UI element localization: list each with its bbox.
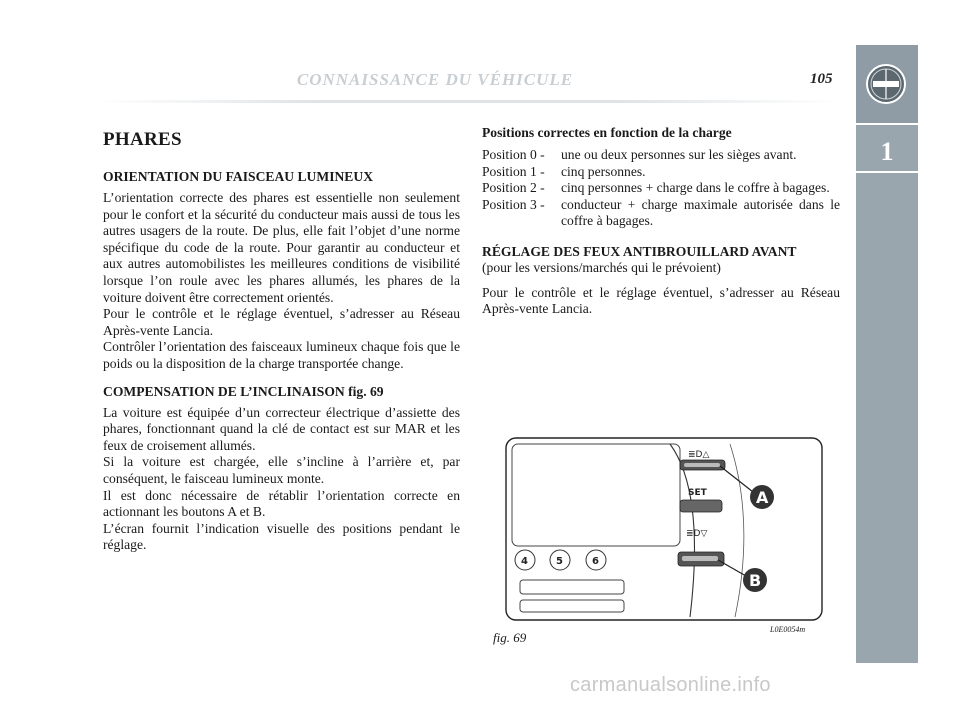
positions-list	[482, 147, 840, 230]
watermark: carmanualsonline.info	[570, 674, 771, 696]
paragraph: L’écran fournit l’indication visuelle des positions pendant le réglage.	[103, 520, 460, 553]
button-4-label: 4	[521, 556, 528, 567]
position-text: une ou deux personnes sur les sièges avant.	[561, 147, 797, 162]
paragraph: Contrôler l’orientation des faisceaux lumineux chaque fois que le poids ou la disposition de la charge transportée change.	[103, 339, 460, 371]
button-5-label: 5	[556, 556, 563, 567]
position-text: cinq personnes.	[561, 163, 646, 179]
list-item	[482, 197, 840, 230]
figure-code: L0E0054m	[770, 625, 806, 634]
headlight-up-icon	[688, 450, 709, 460]
set-label: SET	[688, 488, 707, 498]
list-item	[482, 147, 840, 164]
svg-text:≣D△: ≣D△	[688, 450, 710, 460]
position-label: Position 2 -	[482, 180, 545, 196]
paragraph: L’orientation correcte des phares est essentielle non seulement pour le confort et la sécurité du conducteur mais aussi de tous les autres usagers de la route. De plus, elle fait l’objet d’une norme spécifique du code de la route. Pour garantir au conducteur et aux autres automobilistes les meilleures conditions de visibilité lorsque l’on roule avec les phares allumés, les phares de la voiture doivent être correctement orientés.	[103, 190, 460, 305]
paragraph: Si la voiture est chargée, elle s’incline à l’arrière et, par conséquent, le faisceau lumineux monte.	[103, 454, 460, 486]
paragraph: Pour le contrôle et le réglage éventuel, s’adresser au Réseau Après-vente Lancia.	[103, 306, 460, 338]
positions-heading: Positions correctes en fonction de la charge	[482, 125, 732, 140]
right-column	[482, 125, 840, 318]
svg-text:≣D▽: ≣D▽	[686, 529, 708, 539]
paragraph: Il est donc nécessaire de rétablir l’orientation correcte en actionnant les boutons A et B.	[103, 487, 460, 520]
side-tab-divider	[856, 171, 918, 173]
section-title: PHARES	[103, 129, 182, 150]
figure-caption: fig. 69	[493, 630, 527, 645]
chapter-number: 1	[880, 137, 894, 166]
position-text: conducteur + charge maximale autorisée dans le coffre à bagages.	[561, 196, 840, 229]
fog-lights-heading: RÉGLAGE DES FEUX ANTIBROUILLARD AVANT	[482, 243, 797, 259]
section-heading-compensation: COMPENSATION DE L’INCLINAISON fig. 69	[103, 383, 384, 399]
list-item	[482, 180, 840, 197]
figure-69-illustration	[490, 432, 838, 638]
callout-a: A	[756, 488, 769, 507]
position-label: Position 3 -	[482, 196, 545, 212]
left-column	[103, 125, 460, 554]
header-rule	[95, 100, 840, 103]
fog-lights-subheading: (pour les versions/marchés qui le prévoient)	[482, 259, 721, 275]
position-label: Position 1 -	[482, 163, 545, 179]
list-item	[482, 164, 840, 181]
callout-b: B	[749, 571, 762, 590]
position-label: Position 0 -	[482, 147, 545, 162]
section-heading-orientation: ORIENTATION DU FAISCEAU LUMINEUX	[103, 169, 374, 184]
side-tab-divider	[856, 123, 918, 125]
button-6-label: 6	[592, 556, 599, 567]
headlight-down-icon	[686, 529, 707, 539]
running-header: CONNAISSANCE DU VÉHICULE	[296, 70, 574, 89]
page-number: 105	[810, 71, 833, 87]
paragraph: Pour le contrôle et le réglage éventuel, s’adresser au Réseau Après-vente Lancia.	[482, 284, 840, 317]
paragraph: La voiture est équipée d’un correcteur électrique d’assiette des phares, fonctionnant quand la clé de contact est sur MAR et les feux de croisement allumés.	[103, 404, 460, 453]
lancia-logo	[864, 62, 908, 106]
position-text: cinq personnes + charge dans le coffre à bagages.	[561, 180, 830, 196]
